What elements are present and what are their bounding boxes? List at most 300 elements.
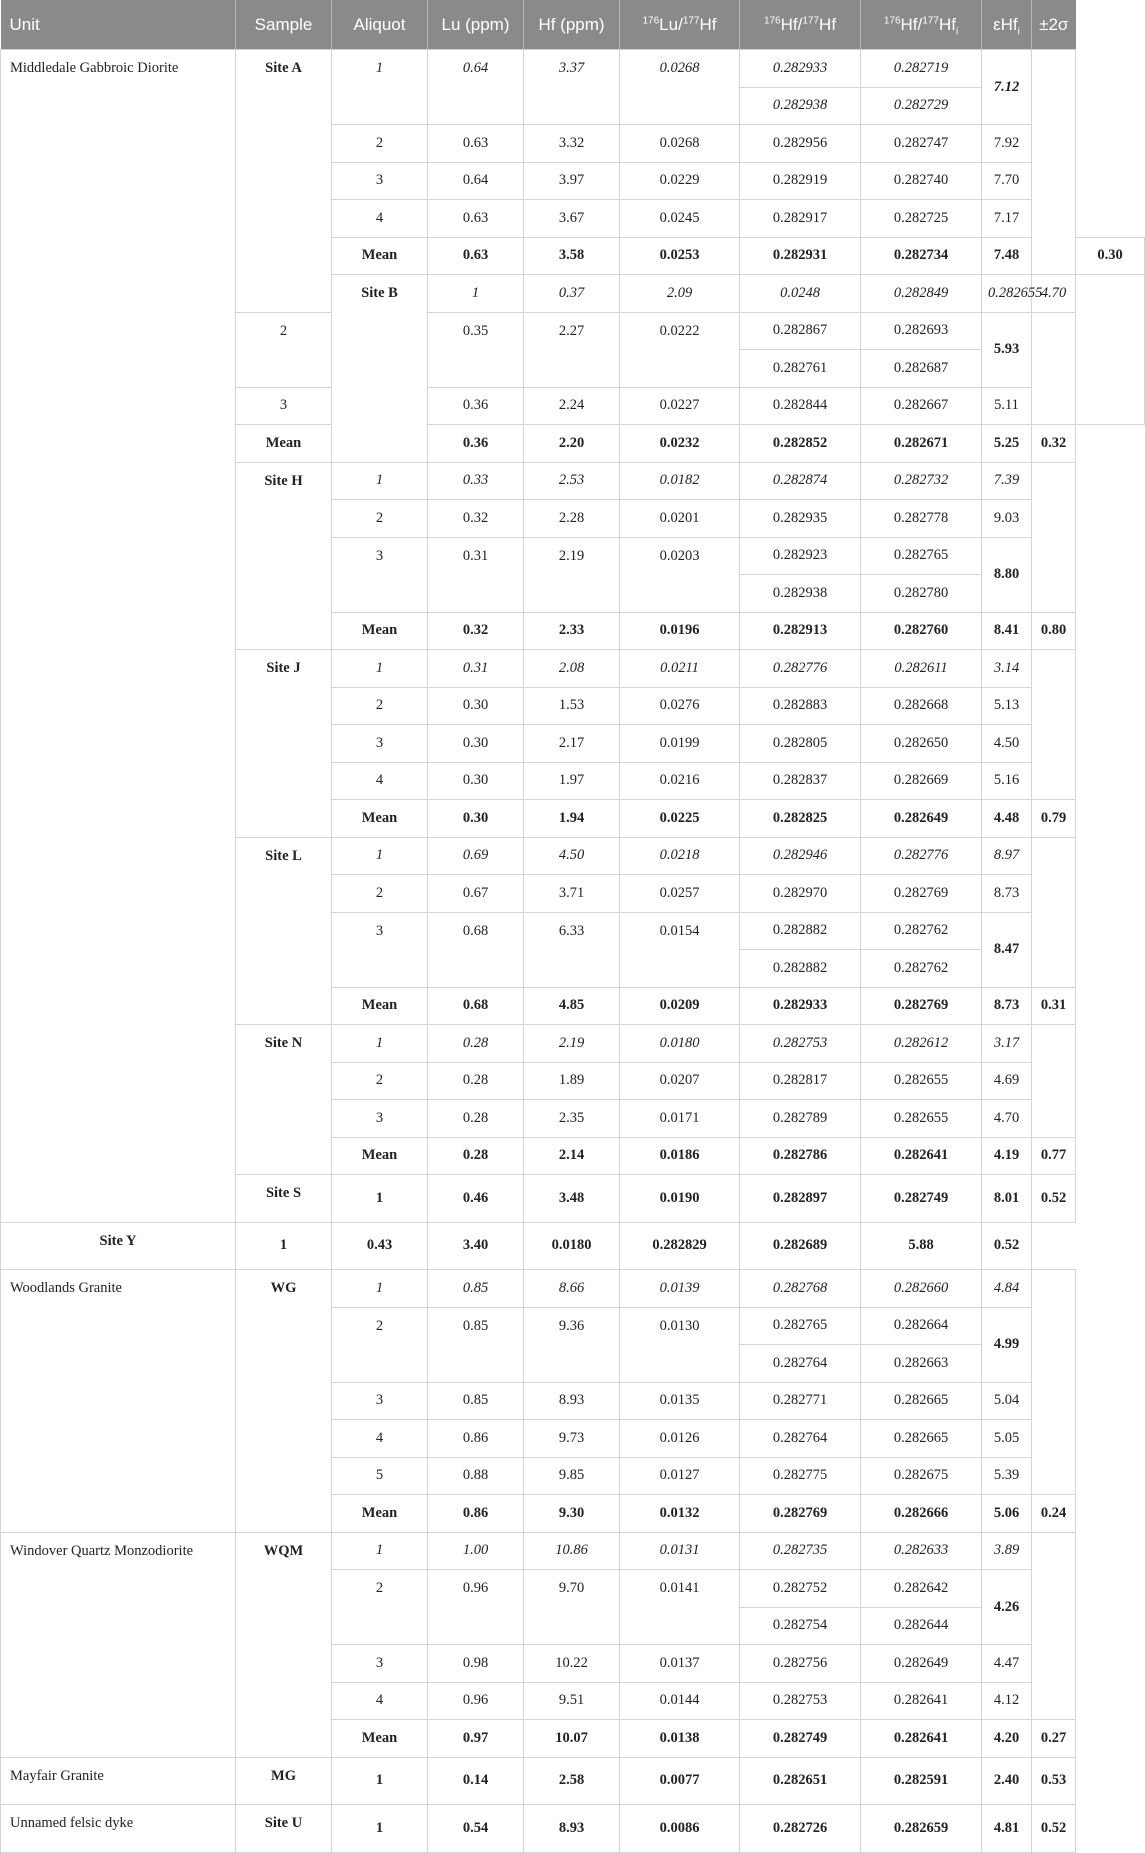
aliquot-cell: 1 <box>332 1025 428 1063</box>
ehf-cell: 4.99 <box>982 1307 1032 1382</box>
ehf-cell: 4.50 <box>982 725 1032 763</box>
ehf-cell: 4.70 <box>1032 275 1076 313</box>
err-cell <box>1032 837 1076 987</box>
err-cell <box>1076 275 1145 425</box>
hf-hfi-cell: 0.282655 <box>861 1100 982 1138</box>
err-cell: 0.79 <box>1032 800 1076 838</box>
ehf-cell: 4.84 <box>982 1270 1032 1308</box>
sample-cell: Site B <box>332 275 428 463</box>
ehf-cell: 4.81 <box>982 1805 1032 1853</box>
ehf-cell: 4.70 <box>982 1100 1032 1138</box>
hf-cell: 9.70 <box>524 1570 620 1645</box>
aliquot-cell: 2 <box>332 1307 428 1382</box>
col-hf-hf-ratio: $^{176}$Hf/$^{177}$Hf <box>740 0 861 50</box>
hf-hf-cell: 0.282752 <box>740 1570 861 1608</box>
ehf-cell: 8.73 <box>982 987 1032 1025</box>
aliquot-cell: 1 <box>428 275 524 313</box>
ehf-cell: 5.88 <box>861 1222 982 1270</box>
lu-cell: 0.68 <box>428 912 524 987</box>
lu-cell: 0.30 <box>428 687 524 725</box>
lu-cell: 0.31 <box>428 650 524 688</box>
hf-cell: 1.89 <box>524 1062 620 1100</box>
aliquot-cell: 2 <box>332 500 428 538</box>
hf-hfi-cell: 0.282747 <box>861 125 982 163</box>
lu-hf-cell: 0.0232 <box>620 425 740 463</box>
ehf-cell: 5.25 <box>982 425 1032 463</box>
lu-hf-cell: 0.0229 <box>620 162 740 200</box>
hf-hfi-cell: 0.282649 <box>861 800 982 838</box>
lu-hf-cell: 0.0190 <box>620 1175 740 1223</box>
hf-hfi-cell: 0.282780 <box>861 575 982 613</box>
lu-hf-cell: 0.0211 <box>620 650 740 688</box>
hf-cell: 2.33 <box>524 612 620 650</box>
lu-cell: 0.28 <box>428 1025 524 1063</box>
hf-cell: 2.28 <box>524 500 620 538</box>
hf-hfi-cell: 0.282611 <box>861 650 982 688</box>
col-lu: Lu (ppm) <box>428 0 524 50</box>
hf-hfi-cell: 0.282655 <box>861 1062 982 1100</box>
lu-cell: 0.64 <box>428 162 524 200</box>
lu-cell: 0.69 <box>428 837 524 875</box>
hf-hf-cell: 0.282938 <box>740 87 861 125</box>
sample-cell: Site U <box>236 1805 332 1853</box>
hf-hfi-cell: 0.282669 <box>861 762 982 800</box>
aliquot-cell: 1 <box>332 837 428 875</box>
err-cell: 0.31 <box>1032 987 1076 1025</box>
hf-cell: 2.08 <box>524 650 620 688</box>
table-row <box>1 1270 1145 1308</box>
ehf-cell: 4.26 <box>982 1570 1032 1645</box>
hf-hfi-cell: 0.282762 <box>861 912 982 950</box>
hf-cell: 3.67 <box>524 200 620 238</box>
hf-cell: 2.20 <box>524 425 620 463</box>
hf-hf-cell: 0.282753 <box>740 1025 861 1063</box>
lu-hf-cell: 0.0248 <box>740 275 861 313</box>
lu-cell: 0.86 <box>428 1495 524 1533</box>
lu-cell: 0.28 <box>428 1100 524 1138</box>
hf-cell: 1.94 <box>524 800 620 838</box>
hf-hf-cell: 0.282844 <box>740 387 861 425</box>
lu-hf-cell: 0.0137 <box>620 1645 740 1683</box>
lu-cell: 0.32 <box>428 500 524 538</box>
col-epsilon-hf: εHf$_i$ <box>982 0 1032 50</box>
hf-hf-cell: 0.282882 <box>740 912 861 950</box>
hf-hfi-cell: 0.282760 <box>861 612 982 650</box>
hf-hf-cell: 0.282935 <box>740 500 861 538</box>
lu-cell: 0.85 <box>428 1270 524 1308</box>
sample-cell: Site N <box>236 1025 332 1175</box>
aliquot-cell: 4 <box>332 762 428 800</box>
lu-cell: 0.35 <box>428 312 524 387</box>
hf-hfi-cell: 0.282778 <box>861 500 982 538</box>
lu-hf-cell: 0.0268 <box>620 125 740 163</box>
aliquot-cell: 3 <box>332 1100 428 1138</box>
hf-hfi-cell: 0.282650 <box>861 725 982 763</box>
aliquot-cell: 1 <box>236 1222 332 1270</box>
hf-hfi-cell: 0.282667 <box>861 387 982 425</box>
lu-cell: 0.86 <box>428 1420 524 1458</box>
aliquot-cell: 1 <box>332 50 428 125</box>
lu-hf-cell: 0.0225 <box>620 800 740 838</box>
aliquot-cell: 1 <box>332 462 428 500</box>
sample-cell: Site J <box>236 650 332 838</box>
hf-hfi-cell: 0.282732 <box>861 462 982 500</box>
hf-cell: 9.73 <box>524 1420 620 1458</box>
ehf-cell: 4.12 <box>982 1682 1032 1720</box>
hf-cell: 2.35 <box>524 1100 620 1138</box>
lu-hf-cell: 0.0207 <box>620 1062 740 1100</box>
ehf-cell: 7.92 <box>982 125 1032 163</box>
aliquot-cell: 2 <box>332 1062 428 1100</box>
ehf-cell: 8.73 <box>982 875 1032 913</box>
table-row <box>1 1532 1145 1570</box>
hf-hf-cell: 0.282817 <box>740 1062 861 1100</box>
hf-hfi-cell: 0.282769 <box>861 987 982 1025</box>
hf-hfi-cell: 0.282644 <box>861 1607 982 1645</box>
sample-cell: Site L <box>236 837 332 1025</box>
lu-cell: 0.33 <box>428 462 524 500</box>
aliquot-cell: 3 <box>332 912 428 987</box>
lu-cell: 0.96 <box>428 1570 524 1645</box>
ehf-cell: 4.48 <box>982 800 1032 838</box>
hf-cell: 9.36 <box>524 1307 620 1382</box>
hf-hfi-cell: 0.282668 <box>861 687 982 725</box>
hf-hf-cell: 0.282938 <box>740 575 861 613</box>
hf-hfi-cell: 0.282633 <box>861 1532 982 1570</box>
ehf-cell: 8.41 <box>982 612 1032 650</box>
err-cell <box>1032 462 1076 612</box>
hf-hf-cell: 0.282883 <box>740 687 861 725</box>
lu-hf-cell: 0.0180 <box>524 1222 620 1270</box>
ehf-cell: 5.06 <box>982 1495 1032 1533</box>
hf-cell: 8.93 <box>524 1805 620 1853</box>
hf-hfi-cell: 0.282642 <box>861 1570 982 1608</box>
hf-hf-cell: 0.282931 <box>740 237 861 275</box>
hf-hfi-cell: 0.282665 <box>861 1420 982 1458</box>
lu-cell: 0.36 <box>428 387 524 425</box>
hf-hf-cell: 0.282867 <box>740 312 861 350</box>
lu-cell: 0.36 <box>428 425 524 463</box>
hf-hfi-cell: 0.282689 <box>740 1222 861 1270</box>
err-cell <box>1032 1532 1076 1720</box>
sample-cell: Site H <box>236 462 332 650</box>
aliquot-cell: 4 <box>332 1420 428 1458</box>
aliquot-cell: Mean <box>332 237 428 275</box>
hf-hf-cell: 0.282761 <box>740 350 861 388</box>
ehf-cell: 5.16 <box>982 762 1032 800</box>
err-cell: 0.32 <box>1032 425 1076 463</box>
lu-cell: 0.63 <box>428 237 524 275</box>
err-cell: 0.24 <box>1032 1495 1076 1533</box>
hf-hf-cell: 0.282913 <box>740 612 861 650</box>
lu-hf-cell: 0.0227 <box>620 387 740 425</box>
lu-cell: 0.37 <box>524 275 620 313</box>
hf-hf-cell: 0.282764 <box>740 1345 861 1383</box>
ehf-cell: 5.05 <box>982 1420 1032 1458</box>
aliquot-cell: 3 <box>332 1382 428 1420</box>
lu-hf-cell: 0.0132 <box>620 1495 740 1533</box>
hf-cell: 8.93 <box>524 1382 620 1420</box>
ehf-cell: 5.93 <box>982 312 1032 387</box>
ehf-cell: 7.12 <box>982 50 1032 125</box>
hf-hf-cell: 0.282776 <box>740 650 861 688</box>
hf-cell: 4.85 <box>524 987 620 1025</box>
hf-hf-cell: 0.282749 <box>740 1720 861 1758</box>
hf-hf-cell: 0.282849 <box>861 275 982 313</box>
ehf-cell: 5.39 <box>982 1457 1032 1495</box>
hf-hfi-cell: 0.282729 <box>861 87 982 125</box>
sample-cell: MG <box>236 1757 332 1805</box>
hf-hfi-cell: 0.282719 <box>861 50 982 88</box>
aliquot-cell: Mean <box>236 425 332 463</box>
lu-hf-cell: 0.0141 <box>620 1570 740 1645</box>
hf-hf-cell: 0.282765 <box>740 1307 861 1345</box>
ehf-cell: 5.13 <box>982 687 1032 725</box>
lu-hf-cell: 0.0086 <box>620 1805 740 1853</box>
hf-hfi-cell: 0.282641 <box>861 1137 982 1175</box>
hf-hf-cell: 0.282805 <box>740 725 861 763</box>
hf-hfi-cell: 0.282660 <box>861 1270 982 1308</box>
aliquot-cell: Mean <box>332 1137 428 1175</box>
hf-hfi-cell: 0.282749 <box>861 1175 982 1223</box>
unit-cell: Mayfair Granite <box>1 1757 236 1805</box>
hf-hfi-cell: 0.282655 <box>982 275 1032 313</box>
lu-cell: 0.68 <box>428 987 524 1025</box>
err-cell <box>1032 1025 1076 1138</box>
aliquot-cell: 3 <box>236 387 332 425</box>
lu-cell: 0.46 <box>428 1175 524 1223</box>
err-cell <box>1032 650 1076 800</box>
err-cell: 0.52 <box>1032 1175 1076 1223</box>
lu-cell: 0.54 <box>428 1805 524 1853</box>
lu-cell: 0.67 <box>428 875 524 913</box>
hf-hf-cell: 0.282923 <box>740 537 861 575</box>
ehf-cell: 8.97 <box>982 837 1032 875</box>
hf-cell: 2.09 <box>620 275 740 313</box>
unit-cell: Windover Quartz Monzodiorite <box>1 1532 236 1757</box>
ehf-cell: 8.01 <box>982 1175 1032 1223</box>
lu-cell: 0.96 <box>428 1682 524 1720</box>
hf-cell: 9.51 <box>524 1682 620 1720</box>
lu-cell: 0.88 <box>428 1457 524 1495</box>
aliquot-cell: Mean <box>332 987 428 1025</box>
hf-hfi-cell: 0.282665 <box>861 1382 982 1420</box>
hf-hf-cell: 0.282651 <box>740 1757 861 1805</box>
err-cell <box>1032 50 1076 275</box>
hf-hf-cell: 0.282917 <box>740 200 861 238</box>
lu-hf-cell: 0.0171 <box>620 1100 740 1138</box>
hf-hfi-cell: 0.282734 <box>861 237 982 275</box>
hf-hf-cell: 0.282735 <box>740 1532 861 1570</box>
hf-hf-cell: 0.282852 <box>740 425 861 463</box>
lu-hf-cell: 0.0253 <box>620 237 740 275</box>
lu-cell: 0.43 <box>332 1222 428 1270</box>
ehf-cell: 3.17 <box>982 1025 1032 1063</box>
lu-hf-cell: 0.0196 <box>620 612 740 650</box>
ehf-cell: 7.17 <box>982 200 1032 238</box>
table-row <box>1 1805 1145 1853</box>
lu-hf-cell: 0.0222 <box>620 312 740 387</box>
ehf-cell: 4.19 <box>982 1137 1032 1175</box>
aliquot-cell: Mean <box>332 800 428 838</box>
hf-hfi-cell: 0.282693 <box>861 312 982 350</box>
lu-hf-cell: 0.0127 <box>620 1457 740 1495</box>
table-row <box>1 1222 1145 1270</box>
hf-hf-cell: 0.282764 <box>740 1420 861 1458</box>
lu-cell: 0.63 <box>428 200 524 238</box>
hf-cell: 10.86 <box>524 1532 620 1570</box>
lu-hf-cell: 0.0077 <box>620 1757 740 1805</box>
lu-cell: 0.30 <box>428 725 524 763</box>
aliquot-cell: 4 <box>332 1682 428 1720</box>
aliquot-cell: 2 <box>332 1570 428 1645</box>
aliquot-cell: 1 <box>332 1270 428 1308</box>
hf-hf-cell: 0.282933 <box>740 987 861 1025</box>
hf-cell: 2.24 <box>524 387 620 425</box>
ehf-cell: 5.11 <box>982 387 1032 425</box>
lu-hf-cell: 0.0268 <box>620 50 740 125</box>
hf-cell: 10.07 <box>524 1720 620 1758</box>
hf-hf-cell: 0.282756 <box>740 1645 861 1683</box>
lu-hf-cell: 0.0201 <box>620 500 740 538</box>
hf-cell: 3.40 <box>428 1222 524 1270</box>
hf-hf-cell: 0.282874 <box>740 462 861 500</box>
aliquot-cell: 2 <box>332 875 428 913</box>
ehf-cell: 8.80 <box>982 537 1032 612</box>
hf-cell: 9.30 <box>524 1495 620 1533</box>
hf-hf-cell: 0.282726 <box>740 1805 861 1853</box>
hf-cell: 3.37 <box>524 50 620 125</box>
hf-cell: 6.33 <box>524 912 620 987</box>
lu-hf-cell: 0.0144 <box>620 1682 740 1720</box>
hf-hf-cell: 0.282970 <box>740 875 861 913</box>
col-hf: Hf (ppm) <box>524 0 620 50</box>
hf-hf-cell: 0.282769 <box>740 1495 861 1533</box>
hf-hf-cell: 0.282946 <box>740 837 861 875</box>
hf-hfi-cell: 0.282776 <box>861 837 982 875</box>
hf-hf-cell: 0.282786 <box>740 1137 861 1175</box>
hf-cell: 1.53 <box>524 687 620 725</box>
sample-cell: Site S <box>236 1175 332 1223</box>
hf-hf-cell: 0.282789 <box>740 1100 861 1138</box>
aliquot-cell: 3 <box>332 162 428 200</box>
ehf-cell: 5.04 <box>982 1382 1032 1420</box>
hf-hf-cell: 0.282754 <box>740 1607 861 1645</box>
hf-hfi-cell: 0.282612 <box>861 1025 982 1063</box>
unit-cell: Middledale Gabbroic Diorite <box>1 50 236 1223</box>
ehf-cell: 4.69 <box>982 1062 1032 1100</box>
ehf-cell: 7.70 <box>982 162 1032 200</box>
unit-cell: Unnamed felsic dyke <box>1 1805 236 1853</box>
hf-hfi-cell: 0.282762 <box>861 950 982 988</box>
hf-hf-cell: 0.282829 <box>620 1222 740 1270</box>
lu-hf-cell: 0.0130 <box>620 1307 740 1382</box>
err-cell: 0.27 <box>1032 1720 1076 1758</box>
hf-hf-cell: 0.282837 <box>740 762 861 800</box>
err-cell <box>1032 1270 1076 1495</box>
err-cell: 0.53 <box>1032 1757 1076 1805</box>
ehf-cell: 3.89 <box>982 1532 1032 1570</box>
aliquot-cell: 2 <box>332 125 428 163</box>
lu-cell: 0.32 <box>428 612 524 650</box>
hf-hfi-cell: 0.282740 <box>861 162 982 200</box>
lu-cell: 0.85 <box>428 1307 524 1382</box>
lu-hf-cell: 0.0182 <box>620 462 740 500</box>
hf-hf-cell: 0.282825 <box>740 800 861 838</box>
err-cell: 0.80 <box>1032 612 1076 650</box>
lu-hf-cell: 0.0126 <box>620 1420 740 1458</box>
lu-hf-cell: 0.0186 <box>620 1137 740 1175</box>
hf-hfi-cell: 0.282725 <box>861 200 982 238</box>
ehf-cell: 7.48 <box>982 237 1032 275</box>
hf-hfi-cell: 0.282641 <box>861 1720 982 1758</box>
sample-cell: WG <box>236 1270 332 1533</box>
col-hf-hf-initial: $^{176}Hf/^{177}Hf_i$ <box>861 0 982 50</box>
hf-cell: 3.58 <box>524 237 620 275</box>
aliquot-cell: Mean <box>332 1495 428 1533</box>
unit-cell: Woodlands Granite <box>1 1270 236 1533</box>
lu-hf-cell: 0.0139 <box>620 1270 740 1308</box>
err-cell: 0.52 <box>982 1222 1032 1270</box>
hf-hf-cell: 0.282771 <box>740 1382 861 1420</box>
hf-hf-cell: 0.282919 <box>740 162 861 200</box>
ehf-cell: 9.03 <box>982 500 1032 538</box>
lu-cell: 0.63 <box>428 125 524 163</box>
aliquot-cell: 5 <box>332 1457 428 1495</box>
hf-hf-cell: 0.282768 <box>740 1270 861 1308</box>
col-unit: Unit <box>1 0 236 50</box>
lu-cell: 0.97 <box>428 1720 524 1758</box>
aliquot-cell: 2 <box>332 687 428 725</box>
table-row <box>1 50 1145 88</box>
hf-hf-cell: 0.282882 <box>740 950 861 988</box>
hf-cell: 2.19 <box>524 1025 620 1063</box>
hf-hfi-cell: 0.282666 <box>861 1495 982 1533</box>
err-cell: 0.30 <box>1076 237 1145 275</box>
aliquot-cell: 1 <box>332 1805 428 1853</box>
lu-hf-cell: 0.0276 <box>620 687 740 725</box>
aliquot-cell: Mean <box>332 1720 428 1758</box>
hf-cell: 2.17 <box>524 725 620 763</box>
hf-hfi-cell: 0.282641 <box>861 1682 982 1720</box>
lu-cell: 0.14 <box>428 1757 524 1805</box>
ehf-cell: 2.40 <box>982 1757 1032 1805</box>
col-aliquot: Aliquot <box>332 0 428 50</box>
aliquot-cell: 1 <box>332 1175 428 1223</box>
hf-hf-cell: 0.282956 <box>740 125 861 163</box>
col-sample: Sample <box>236 0 332 50</box>
aliquot-cell: 1 <box>332 1757 428 1805</box>
hf-cell: 4.50 <box>524 837 620 875</box>
hf-cell: 2.14 <box>524 1137 620 1175</box>
aliquot-cell: 4 <box>332 200 428 238</box>
ehf-cell: 8.47 <box>982 912 1032 987</box>
hf-cell: 2.53 <box>524 462 620 500</box>
sample-cell: Site Y <box>1 1222 236 1270</box>
lu-cell: 0.28 <box>428 1137 524 1175</box>
hf-hf-cell: 0.282775 <box>740 1457 861 1495</box>
lu-hf-cell: 0.0138 <box>620 1720 740 1758</box>
lu-cell: 0.30 <box>428 762 524 800</box>
col-lu-hf-ratio: $^{176}$Lu/$^{177}$Hf <box>620 0 740 50</box>
hf-hfi-cell: 0.282769 <box>861 875 982 913</box>
hf-hfi-cell: 0.282675 <box>861 1457 982 1495</box>
lu-hf-cell: 0.0199 <box>620 725 740 763</box>
col-2sigma: ±2σ <box>1032 0 1076 50</box>
aliquot-cell: 1 <box>332 650 428 688</box>
hf-cell: 3.48 <box>524 1175 620 1223</box>
lu-hf-cell: 0.0180 <box>620 1025 740 1063</box>
